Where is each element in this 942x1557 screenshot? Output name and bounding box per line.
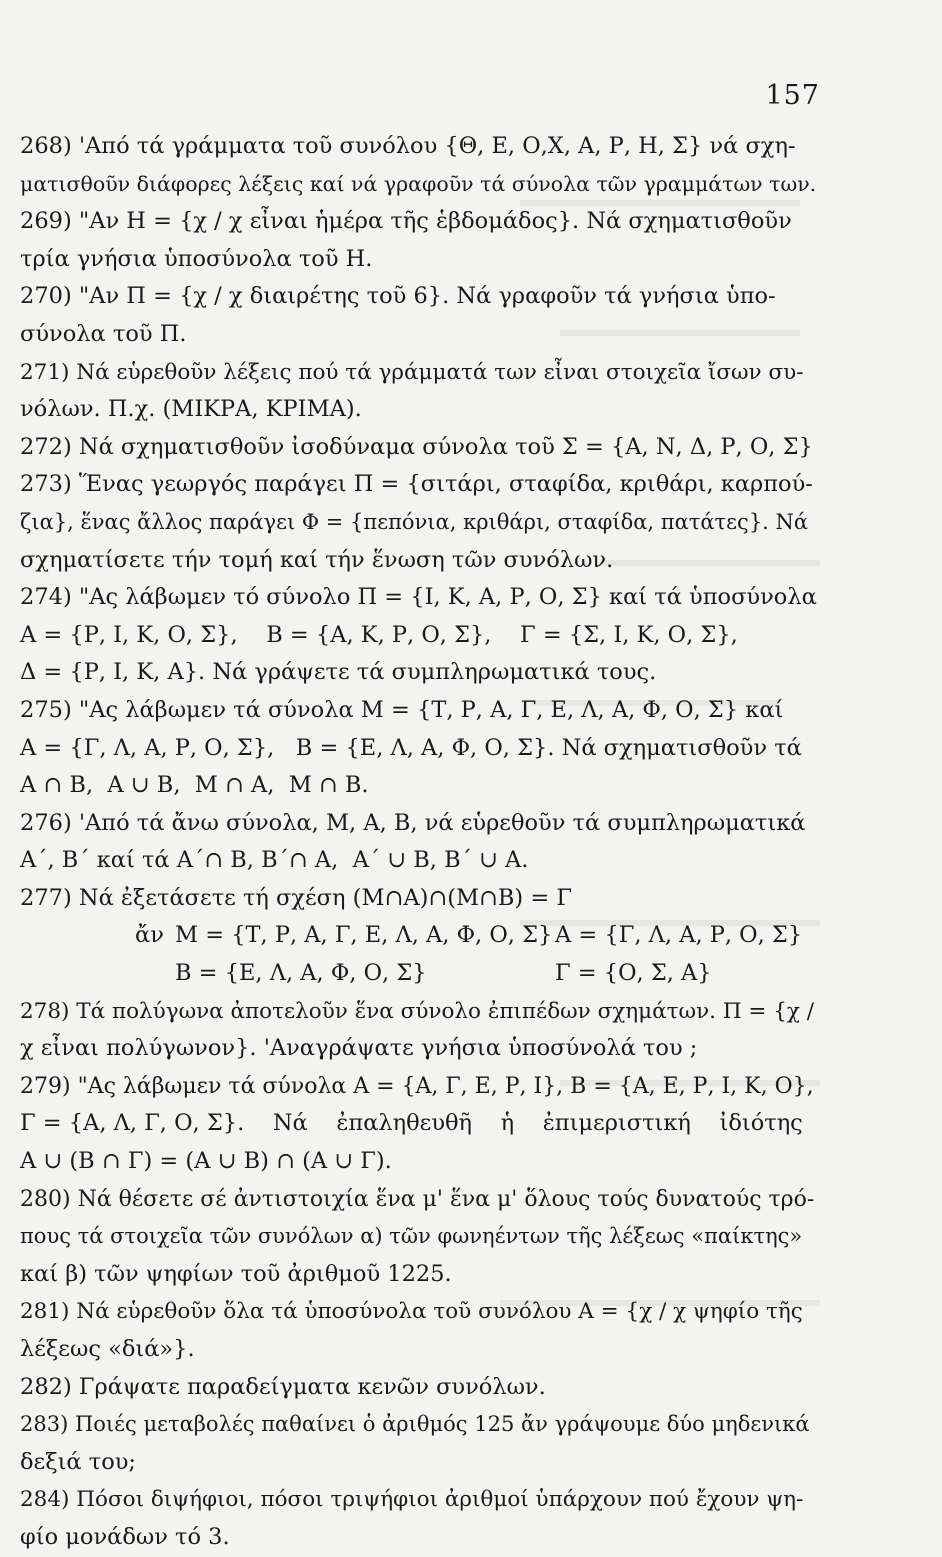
text-line: ζια}, ἕνας ἄλλος παράγει Φ = {πεπόνια, κριθάρι, σταφίδα, πατάτες}. Νά (20, 509, 809, 534)
text-line: 280) Νά θέσετε σέ ἀντιστοιχία ἕνα μ' ἕνα μ' ὅλους τούς δυνατούς τρό- (20, 1186, 815, 1212)
set-a: Α = {Γ, Λ, Α, Ρ, Ο, Σ} (555, 922, 803, 949)
text-line: τρία γνήσια ὑποσύνολα τοῦ Η. (20, 245, 373, 272)
text-line: Δ = {Ρ, Ι, Κ, Α}. Νά γράψετε τά συμπληρωματικά τους. (20, 659, 657, 686)
text-line: 273) Ἕνας γεωργός παράγει Π = {σιτάρι, σταφίδα, κριθάρι, καρπού- (20, 471, 813, 498)
text-line: χ εἶναι πολύγωνον}. 'Αναγράψατε γνήσια ὑποσύνολά του ; (20, 1035, 698, 1062)
text-line: Α ∪ (Β ∩ Γ) = (Α ∪ Β) ∩ (Α ∪ Γ). (20, 1148, 392, 1175)
text-line: Α΄, Β΄ καί τά Α΄∩ Β, Β΄∩ Α, Α΄ ∪ Β, Β΄ ∪ Α. (20, 847, 529, 874)
page-number: 157 (765, 80, 820, 111)
text-line: 276) 'Από τά ἄνω σύνολα, Μ, Α, Β, νά εὑρεθοῦν τά συμπληρωματικά (20, 809, 806, 836)
set-m: Μ = {Τ, Ρ, Α, Γ, Ε, Λ, Α, Φ, Ο, Σ} (175, 922, 553, 949)
text-line: Α = {Ρ, Ι, Κ, Ο, Σ}, Β = {Α, Κ, Ρ, Ο, Σ}, Γ = {Σ, Ι, Κ, Ο, Σ}, (20, 621, 738, 648)
text-line: πους τά στοιχεῖα τῶν συνόλων α) τῶν φωνηέντων τῆς λέξεως «παίκτης» (20, 1224, 803, 1249)
text-line: Α ∩ Β, Α ∪ Β, Μ ∩ Α, Μ ∩ Β. (20, 772, 369, 799)
exercise-text (20, 128, 820, 1557)
text-line: καί β) τῶν ψηφίων τοῦ ἀριθμοῦ 1225. (20, 1260, 452, 1287)
text-line: 278) Τά πολύγωνα ἀποτελοῦν ἕνα σύνολο ἐπιπέδων σχημάτων. Π = {χ / (20, 998, 815, 1024)
text-line: 274) "Ας λάβωμεν τό σύνολο Π = {Ι, Κ, Α, Ρ, Ο, Σ} καί τά ὑποσύνολα (20, 584, 817, 611)
text-line: 283) Ποιές μεταβολές παθαίνει ὁ ἀριθμός 125 ἄν γράψουμε δύο μηδενικά (20, 1412, 810, 1437)
text-line: 277) Νά ἐξετάσετε τή σχέση (Μ∩Α)∩(Μ∩Β) = Γ (20, 884, 572, 911)
text-line: 271) Νά εὑρεθοῦν λέξεις πού τά γράμματά των εἶναι στοιχεῖα ἴσων συ- (20, 359, 804, 385)
text-line: 281) Νά εὑρεθοῦν ὅλα τά ὑποσύνολα τοῦ συνόλου Α = {χ / χ ψηφίο τῆς (20, 1299, 803, 1325)
set-g: Γ = {Ο, Σ, Α} (555, 960, 712, 987)
text-line: 270) "Αν Π = {χ / χ διαιρέτης τοῦ 6}. Νά γραφοῦν τά γνήσια ὑπο- (20, 283, 776, 310)
text-line: Α = {Γ, Λ, Α, Ρ, Ο, Σ}, Β = {Ε, Λ, Α, Φ, Ο, Σ}. Νά σχηματισθοῦν τά (20, 734, 802, 761)
text-line: σύνολα τοῦ Π. (20, 320, 187, 347)
set-definition-row (20, 917, 820, 955)
text-line: 268) 'Από τά γράμματα τοῦ συνόλου {Θ, Ε, Ο,Χ, Α, Ρ, Η, Σ} νά σχη- (20, 133, 796, 159)
text-line: σχηματίσετε τήν τομή καί τήν ἕνωση τῶν συνόλων. (20, 546, 614, 573)
text-line: Γ = {Α, Λ, Γ, Ο, Σ}. Νά ἐπαληθευθῆ ἡ ἐπιμεριστική ἰδιότης (20, 1110, 803, 1137)
text-line: 275) "Ας λάβωμεν τά σύνολα Μ = {Τ, Ρ, Α, Γ, Ε, Λ, Α, Φ, Ο, Σ} καί (20, 696, 784, 723)
text-line: 269) "Αν Η = {χ / χ εἶναι ἡμέρα τῆς ἑβδομάδος}. Νά σχηματισθοῦν (20, 208, 792, 235)
text-line: 272) Νά σχηματισθοῦν ἰσοδύναμα σύνολα τοῦ Σ = {Α, Ν, Δ, Ρ, Ο, Σ} (20, 433, 813, 460)
text-line: φίο μονάδων τό 3. (20, 1523, 230, 1550)
text-line: ματισθοῦν διάφορες λέξεις καί νά γραφοῦν τά σύνολα τῶν γραμμάτων των. (20, 171, 817, 196)
text-line: λέξεως «διά»}. (20, 1336, 195, 1362)
text-line: 279) "Ας λάβωμεν τά σύνολα Α = {Α, Γ, Ε, Ρ, Ι}, Β = {Α, Ε, Ρ, Ι, Κ, Ο}, (20, 1073, 814, 1099)
text-line: 284) Πόσοι διψήφιοι, πόσοι τριψήφιοι ἀριθμοί ὑπάρχουν πού ἔχουν ψη- (20, 1487, 804, 1513)
text-line: νόλων. Π.χ. (ΜΙΚΡΑ, ΚΡΙΜΑ). (20, 396, 362, 423)
set-b: Β = {Ε, Λ, Α, Φ, Ο, Σ} (175, 960, 427, 987)
text-line: 282) Γράψατε παραδείγματα κενῶν συνόλων. (20, 1373, 546, 1400)
if-word: ἄν (135, 922, 164, 949)
set-definition-row (20, 955, 820, 993)
text-line: δεξιά του; (20, 1448, 137, 1475)
